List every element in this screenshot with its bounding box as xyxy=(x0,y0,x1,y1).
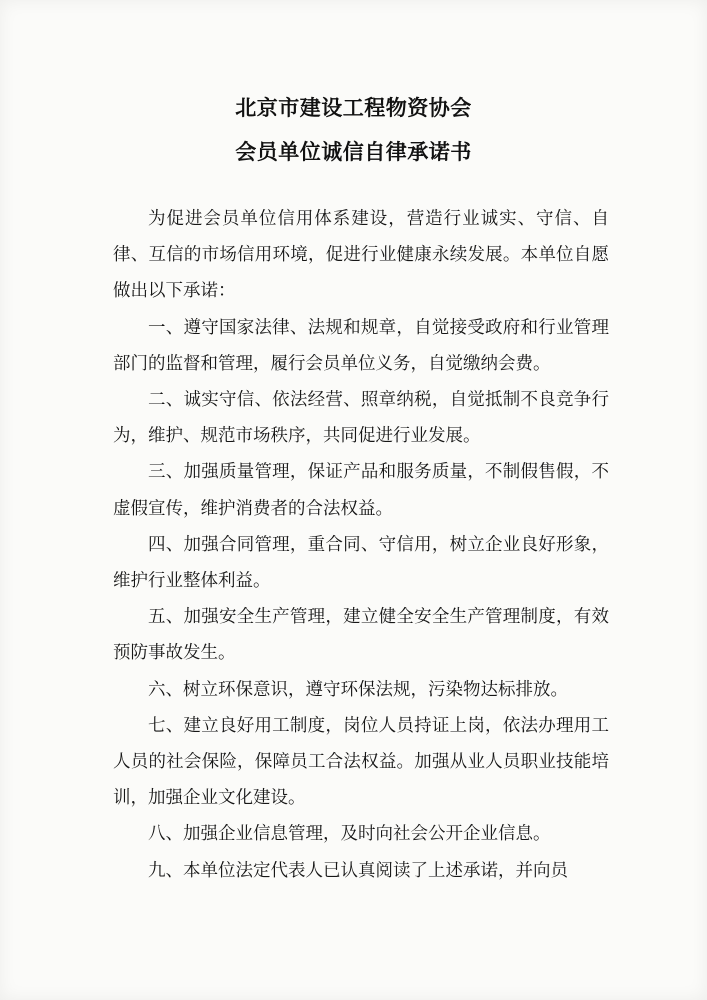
paragraph-intro: 为促进会员单位信用体系建设，营造行业诚实、守信、自律、互信的市场信用环境，促进行业健康永续发展。本单位自愿做出以下承诺： xyxy=(113,209,609,302)
paragraph-item-9: 九、本单位法定代表人已认真阅读了上述承诺，并向员 xyxy=(148,860,568,881)
document-title-line1: 北京市建设工程物资协会 xyxy=(235,96,472,120)
paragraph-item-8: 八、加强企业信息管理，及时向社会公开企业信息。 xyxy=(148,824,551,845)
paragraph-item-5: 五、加强安全生产管理，建立健全安全生产管理制度，有效预防事故发生。 xyxy=(113,607,609,664)
paragraph-item-2: 二、诚实守信、依法经营、照章纳税，自觉抵制不良竞争行为，维护、规范市场秩序，共同促进行业发展。 xyxy=(113,390,609,447)
paragraph-item-4: 四、加强合同管理，重合同、守信用，树立企业良好形象，维护行业整体利益。 xyxy=(113,534,609,592)
document-title-line2: 会员单位诚信自律承诺书 xyxy=(235,140,472,164)
document-body xyxy=(113,201,609,889)
paragraph-item-6: 六、树立环保意识，遵守环保法规，污染物达标排放。 xyxy=(148,679,568,700)
paragraph-item-3: 三、加强质量管理，保证产品和服务质量，不制假售假，不虚假宣传，维护消费者的合法权益。 xyxy=(113,462,609,519)
paragraph-item-1: 一、遵守国家法律、法规和规章，自觉接受政府和行业管理部门的监督和管理，履行会员单位义务，自觉缴纳会费。 xyxy=(113,317,609,374)
paragraph-item-7: 七、建立良好用工制度，岗位人员持证上岗，依法办理用工人员的社会保险，保障员工合法权益。加强从业人员职业技能培训，加强企业文化建设。 xyxy=(113,715,609,809)
